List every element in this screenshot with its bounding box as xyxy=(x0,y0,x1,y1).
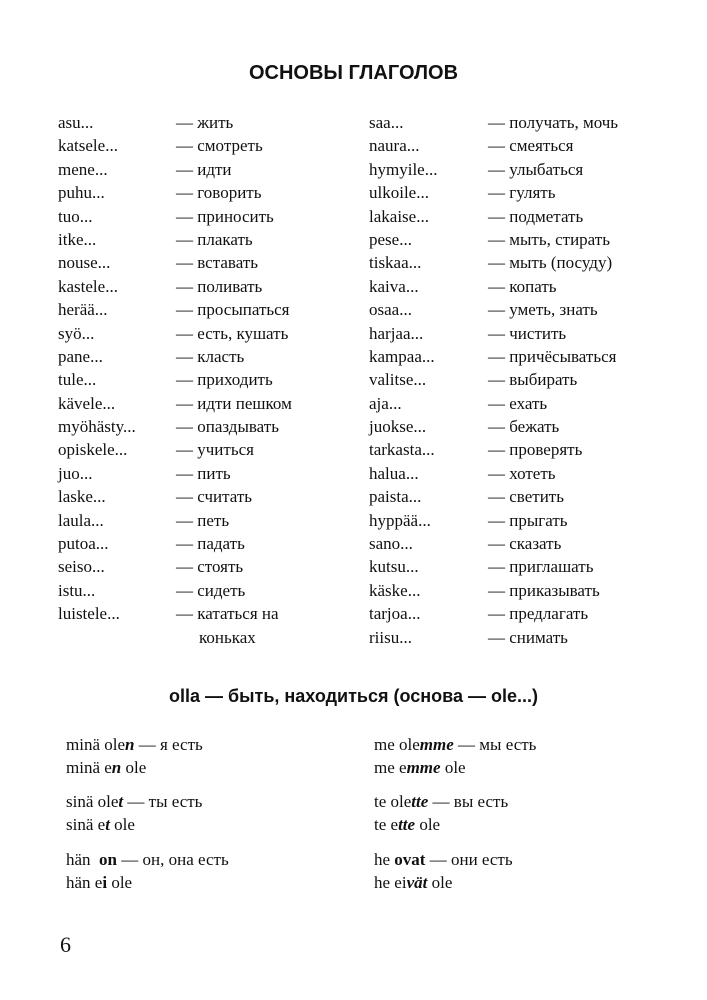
translation: — проверять xyxy=(488,440,583,460)
form-stem: minä ole xyxy=(66,735,126,754)
finnish-stem: luistele... xyxy=(58,604,120,624)
finnish-stem: paista... xyxy=(369,487,422,507)
translation: — пить xyxy=(176,463,231,483)
form-stem: he ei xyxy=(374,873,407,892)
form-ending: tte xyxy=(411,792,429,811)
form-translation: — я есть xyxy=(134,735,203,754)
finnish-stem: asu... xyxy=(58,113,94,132)
finnish-stem: laula... xyxy=(58,510,104,530)
section-heading: olla — быть, находиться (основа — ole...) xyxy=(169,686,538,706)
negative-form xyxy=(66,756,203,779)
finnish-stem: juo... xyxy=(58,463,93,483)
translation: — ехать xyxy=(488,393,548,413)
translation: — мыть, стирать xyxy=(488,229,610,249)
finnish-stem: valitse... xyxy=(369,370,427,390)
finnish-stem: kävele... xyxy=(58,393,116,413)
form-stem: hän xyxy=(66,850,100,869)
form-stem: sinä ole xyxy=(66,792,119,811)
translation: — петь xyxy=(176,510,230,530)
form-translation: — он, она есть xyxy=(117,850,229,869)
finnish-stem: lakaise... xyxy=(369,206,429,226)
translation: — получать, мочь xyxy=(488,113,619,132)
form-ending: n xyxy=(111,758,122,777)
form-stem: hän e xyxy=(66,873,103,892)
finnish-stem: pane... xyxy=(58,346,103,366)
translation: — падать xyxy=(176,534,245,554)
form-translation: — мы есть xyxy=(453,735,537,754)
finnish-stem: puhu... xyxy=(58,183,105,203)
affirmative-form xyxy=(374,733,536,756)
translation: — идти пешком xyxy=(176,393,292,413)
translation: — сказать xyxy=(488,534,562,554)
form-stem: he xyxy=(374,850,395,869)
translation: — есть, кушать xyxy=(176,323,289,343)
translation: — светить xyxy=(488,487,564,507)
form-ending: on xyxy=(99,850,118,869)
form-ending: mme xyxy=(406,758,441,777)
translation: — считать xyxy=(176,487,253,507)
translation: — вставать xyxy=(176,253,258,273)
affirmative-form xyxy=(66,733,203,756)
form-ending: n xyxy=(125,735,135,754)
finnish-stem: saa... xyxy=(369,113,404,132)
translation xyxy=(176,602,279,649)
form-stem: me ole xyxy=(374,735,420,754)
form-ending: ovat xyxy=(394,850,426,869)
form-tail: ole xyxy=(109,815,135,834)
form-tail: ole xyxy=(440,758,466,777)
translation: — бежать xyxy=(488,417,560,437)
form-stem: minä e xyxy=(66,758,112,777)
conjugation-pl2 xyxy=(374,790,508,836)
translation: — идти xyxy=(176,159,232,179)
translation: — приказывать xyxy=(488,580,600,600)
translation: — снимать xyxy=(488,627,568,647)
finnish-stem: ulkoile... xyxy=(369,183,429,203)
affirmative-form xyxy=(374,848,513,871)
translation: — хотеть xyxy=(488,463,556,483)
form-stem: te e xyxy=(374,815,399,834)
finnish-stem: riisu... xyxy=(369,627,412,647)
finnish-stem: harjaa... xyxy=(369,323,424,343)
form-stem: sinä e xyxy=(66,815,106,834)
translation: — смеяться xyxy=(488,136,574,156)
conjugation-pl3 xyxy=(374,848,513,894)
finnish-stem: aja... xyxy=(369,393,402,413)
affirmative-form xyxy=(374,790,508,813)
finnish-stem: kaiva... xyxy=(369,276,419,296)
form-ending: i xyxy=(102,873,108,892)
finnish-stem: herää... xyxy=(58,300,108,320)
finnish-stem: katsele... xyxy=(58,136,118,156)
translation: — мыть (посуду) xyxy=(488,253,613,273)
negative-form xyxy=(374,871,513,894)
finnish-stem: itke... xyxy=(58,229,97,249)
form-tail: ole xyxy=(427,873,453,892)
translation: — причёсываться xyxy=(488,346,617,366)
translation: — смотреть xyxy=(176,136,263,156)
conjugation-sg3 xyxy=(66,848,229,894)
translation: — приносить xyxy=(176,206,274,226)
translation: — приглашать xyxy=(488,557,594,577)
translation: — чистить xyxy=(488,323,567,343)
finnish-stem: osaa... xyxy=(369,300,412,320)
page-title: ОСНОВЫ ГЛАГОЛОВ xyxy=(248,62,459,84)
finnish-stem: halua... xyxy=(369,463,419,483)
finnish-stem: naura... xyxy=(369,136,420,156)
form-tail: ole xyxy=(415,815,441,834)
translation-line: — кататься на xyxy=(176,604,279,624)
finnish-stem: nouse... xyxy=(58,253,111,273)
finnish-stem: putoa... xyxy=(58,534,109,554)
translation: — жить xyxy=(176,113,234,132)
form-stem: me e xyxy=(374,758,407,777)
form-ending: t xyxy=(105,815,110,834)
affirmative-form xyxy=(66,790,202,813)
translation: — сидеть xyxy=(176,580,246,600)
conjugation-sg1 xyxy=(66,733,203,779)
translation: — прыгать xyxy=(488,510,568,530)
finnish-stem: mene... xyxy=(58,159,108,179)
finnish-stem: syö... xyxy=(58,323,95,343)
form-ending: vät xyxy=(406,873,428,892)
translation: — копать xyxy=(488,276,557,296)
form-ending: tte xyxy=(398,815,416,834)
translation: — гулять xyxy=(488,183,556,203)
form-tail: ole xyxy=(107,873,133,892)
form-tail: ole xyxy=(121,758,147,777)
form-translation: — они есть xyxy=(425,850,513,869)
finnish-stem: tarjoa... xyxy=(369,604,421,624)
finnish-stem: seiso... xyxy=(58,557,105,577)
translation: — стоять xyxy=(176,557,244,577)
finnish-stem: pese... xyxy=(369,229,412,249)
translation: — опаздывать xyxy=(176,417,279,437)
finnish-stem: istu... xyxy=(58,580,96,600)
negative-form xyxy=(374,813,508,836)
finnish-stem: hyppää... xyxy=(369,510,431,530)
affirmative-form xyxy=(66,848,229,871)
form-ending: t xyxy=(118,792,124,811)
translation-continuation: коньках xyxy=(199,627,256,647)
finnish-stem: opiskele... xyxy=(58,440,128,460)
form-stem: te ole xyxy=(374,792,412,811)
page-number: 6 xyxy=(60,932,71,957)
translation: — выбирать xyxy=(488,370,578,390)
translation: — улыбаться xyxy=(488,159,584,179)
translation: — подметать xyxy=(488,206,584,226)
finnish-stem: tarkasta... xyxy=(369,440,435,460)
translation: — учиться xyxy=(176,440,254,460)
finnish-stem: juokse... xyxy=(369,417,427,437)
negative-form xyxy=(66,813,202,836)
finnish-stem: kutsu... xyxy=(369,557,419,577)
negative-form xyxy=(374,756,536,779)
finnish-stem: myöhästy... xyxy=(58,417,136,437)
translation: — уметь, знать xyxy=(488,300,598,320)
finnish-stem: sano... xyxy=(369,534,413,554)
finnish-stem: tule... xyxy=(58,370,97,390)
finnish-stem: hymyile... xyxy=(369,159,438,179)
finnish-stem: kampaa... xyxy=(369,346,435,366)
negative-form xyxy=(66,871,229,894)
translation: — приходить xyxy=(176,370,273,390)
translation: — предлагать xyxy=(488,604,589,624)
finnish-stem: käske... xyxy=(369,580,421,600)
finnish-stem: tiskaa... xyxy=(369,253,422,273)
translation: — говорить xyxy=(176,183,262,203)
translation: — просыпаться xyxy=(176,300,290,320)
form-ending: mme xyxy=(419,735,454,754)
conjugation-sg2 xyxy=(66,790,202,836)
finnish-stem: kastele... xyxy=(58,276,118,296)
finnish-stem: laske... xyxy=(58,487,106,507)
translation: — плакать xyxy=(176,229,253,249)
translation: — класть xyxy=(176,346,245,366)
form-translation: — ты есть xyxy=(123,792,203,811)
translation: — поливать xyxy=(176,276,263,296)
finnish-stem: tuo... xyxy=(58,206,93,226)
conjugation-pl1 xyxy=(374,733,536,779)
form-translation: — вы есть xyxy=(428,792,509,811)
